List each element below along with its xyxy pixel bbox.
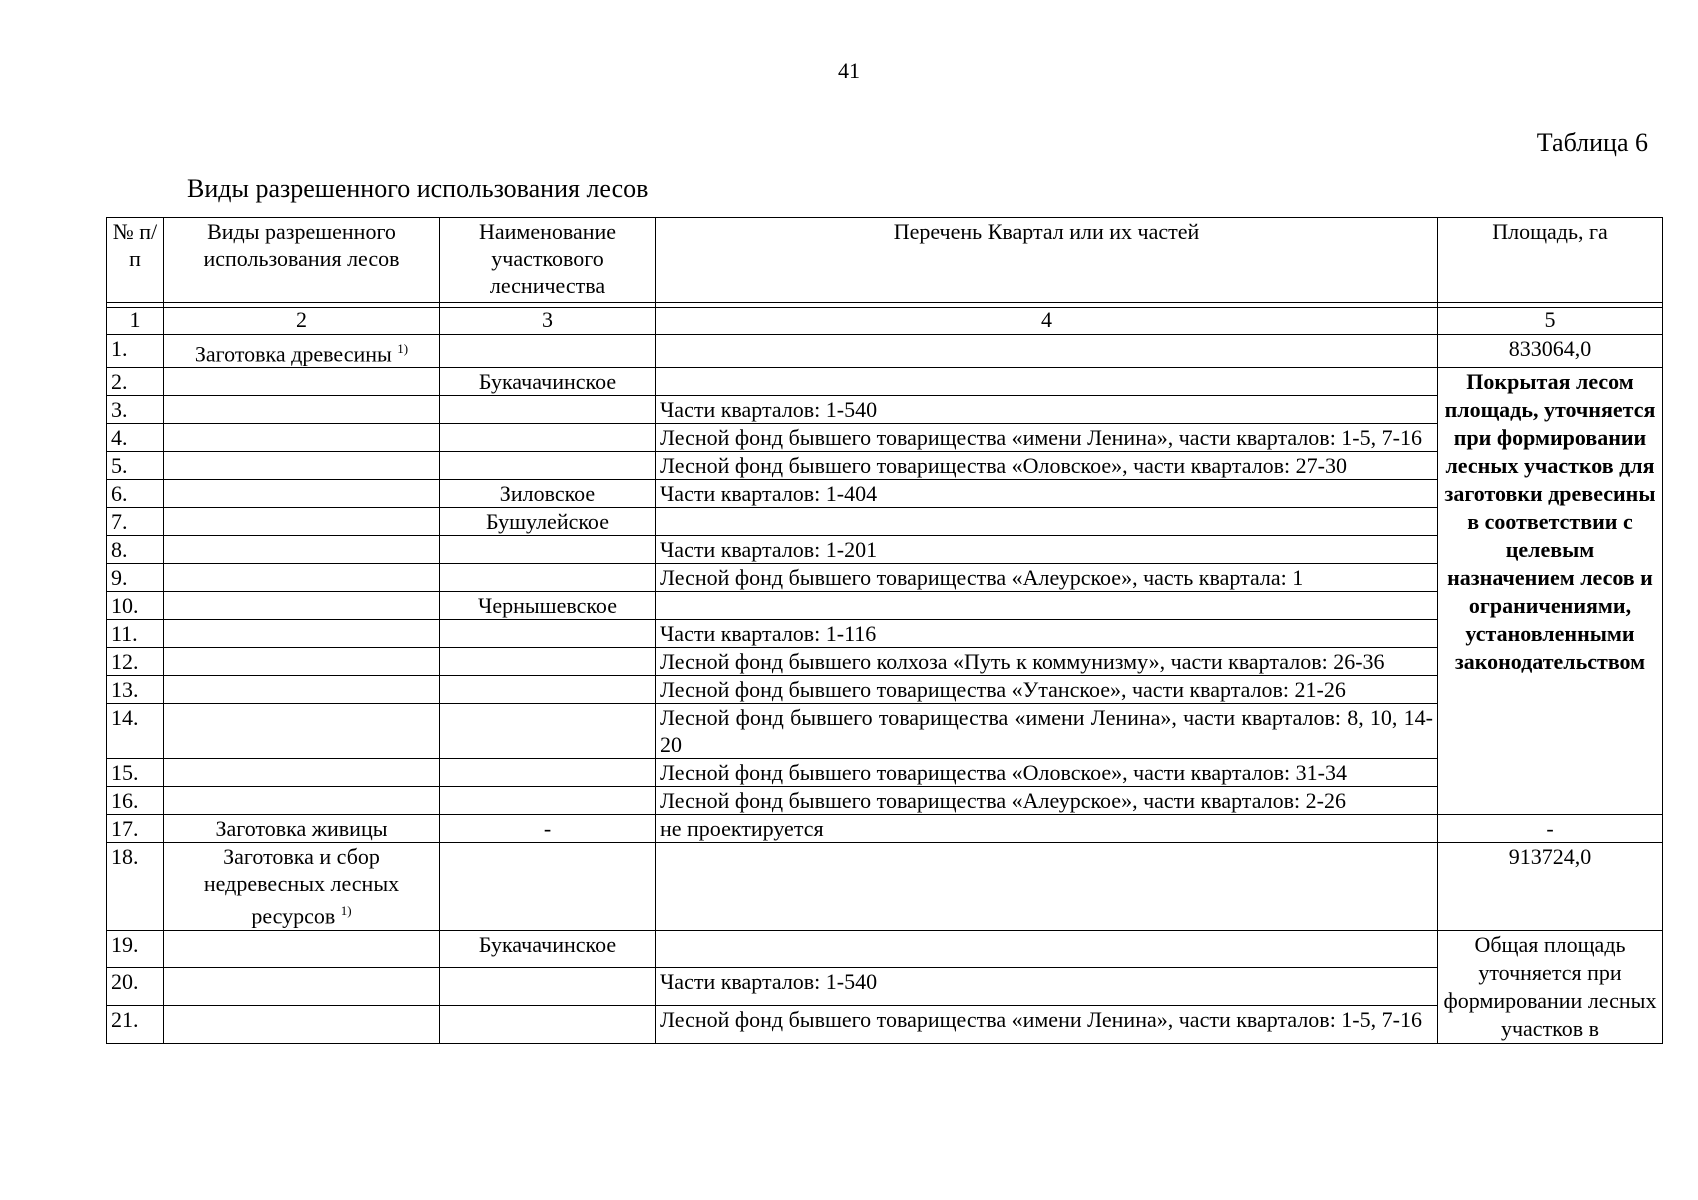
area-cell: - [1438, 815, 1663, 843]
quarter-list-cell: Лесной фонд бывшего товарищества «Алеурское», часть квартала: 1 [656, 564, 1438, 592]
quarter-list-cell: Части кварталов: 1-540 [656, 968, 1438, 1006]
use-type-cell [164, 704, 440, 759]
row-number: 19. [107, 930, 164, 968]
forestry-cell [440, 648, 656, 676]
header-quarter-list: Перечень Квартал или их частей [656, 218, 1438, 303]
forestry-cell [440, 564, 656, 592]
row-number: 16. [107, 787, 164, 815]
use-type-cell [164, 564, 440, 592]
row-number: 12. [107, 648, 164, 676]
use-type-cell [164, 620, 440, 648]
header-use-type: Виды разрешенного использования лесов [164, 218, 440, 303]
forestry-cell [440, 620, 656, 648]
document-title: Виды разрешенного использования лесов [187, 174, 649, 203]
column-number: 2 [164, 308, 440, 335]
quarter-list-cell: Лесной фонд бывшего товарищества «Алеурское», части кварталов: 2-26 [656, 787, 1438, 815]
column-number: 3 [440, 308, 656, 335]
use-type-cell [164, 536, 440, 564]
column-number: 4 [656, 308, 1438, 335]
forestry-cell [440, 843, 656, 930]
forestry-cell: Букачачинское [440, 930, 656, 968]
forestry-cell [440, 335, 656, 368]
table-row [107, 648, 1663, 676]
row-number: 10. [107, 592, 164, 620]
table-row [107, 759, 1663, 787]
row-number: 7. [107, 508, 164, 536]
row-number: 18. [107, 843, 164, 930]
quarter-list-cell: Части кварталов: 1-404 [656, 480, 1438, 508]
quarter-list-cell: Лесной фонд бывшего товарищества «имени Ленина», части кварталов: 1-5, 7-16 [656, 424, 1438, 452]
table-row [107, 843, 1663, 930]
column-number: 5 [1438, 308, 1663, 335]
forestry-cell: Бушулейское [440, 508, 656, 536]
table-row [107, 335, 1663, 368]
quarter-list-cell: не проектируется [656, 815, 1438, 843]
row-number: 17. [107, 815, 164, 843]
use-type-cell [164, 396, 440, 424]
forestry-cell [440, 424, 656, 452]
use-type-cell [164, 648, 440, 676]
column-number-row [107, 308, 1663, 335]
quarter-list-cell: Лесной фонд бывшего колхоза «Путь к коммунизму», части кварталов: 26-36 [656, 648, 1438, 676]
table-row [107, 480, 1663, 508]
quarter-list-cell: Лесной фонд бывшего товарищества «Оловское», части кварталов: 27-30 [656, 452, 1438, 480]
quarter-list-cell: Лесной фонд бывшего товарищества «имени Ленина», части кварталов: 8, 10, 14-20 [656, 704, 1438, 759]
quarter-list-cell: Лесной фонд бывшего товарищества «имени Ленина», части кварталов: 1-5, 7-16 [656, 1005, 1438, 1043]
table-row [107, 424, 1663, 452]
use-type-cell [164, 508, 440, 536]
row-number: 4. [107, 424, 164, 452]
forestry-cell: Букачачинское [440, 368, 656, 396]
use-type-cell [164, 968, 440, 1006]
quarter-list-cell [656, 335, 1438, 368]
table-row [107, 704, 1663, 759]
quarter-list-cell: Части кварталов: 1-201 [656, 536, 1438, 564]
row-number: 5. [107, 452, 164, 480]
table-row [107, 620, 1663, 648]
area-note-cell: Общая площадь уточняется при формировании лесных участков в [1438, 930, 1663, 1043]
header-area: Площадь, га [1438, 218, 1663, 303]
forestry-cell: Зиловское [440, 480, 656, 508]
table-row [107, 968, 1663, 1006]
use-type-cell [164, 480, 440, 508]
area-cell: 833064,0 [1438, 335, 1663, 368]
row-number: 9. [107, 564, 164, 592]
forestry-cell [440, 968, 656, 1006]
table-row [107, 676, 1663, 704]
forestry-cell [440, 759, 656, 787]
use-type-cell [164, 759, 440, 787]
row-number: 11. [107, 620, 164, 648]
header-number: № п/п [107, 218, 164, 303]
quarter-list-cell: Части кварталов: 1-540 [656, 396, 1438, 424]
use-type-cell [164, 676, 440, 704]
table-row [107, 452, 1663, 480]
row-number: 2. [107, 368, 164, 396]
column-number: 1 [107, 308, 164, 335]
table-row [107, 564, 1663, 592]
forestry-cell [440, 787, 656, 815]
use-type-cell [164, 592, 440, 620]
page-number: 41 [838, 58, 860, 83]
quarter-list-cell [656, 592, 1438, 620]
row-number: 13. [107, 676, 164, 704]
use-type-cell [164, 930, 440, 968]
table-row [107, 536, 1663, 564]
forestry-cell [440, 704, 656, 759]
table-row [107, 396, 1663, 424]
table-row [107, 930, 1663, 968]
quarter-list-cell: Лесной фонд бывшего товарищества «Оловское», части кварталов: 31-34 [656, 759, 1438, 787]
table-row [107, 508, 1663, 536]
row-number: 20. [107, 968, 164, 1006]
table-header-row [107, 218, 1663, 303]
forestry-cell: Чернышевское [440, 592, 656, 620]
forestry-cell [440, 396, 656, 424]
row-number: 14. [107, 704, 164, 759]
quarter-list-cell [656, 368, 1438, 396]
table-label: Таблица 6 [1536, 128, 1648, 157]
quarter-list-cell [656, 930, 1438, 968]
forestry-cell [440, 676, 656, 704]
quarter-list-cell: Лесной фонд бывшего товарищества «Утанское», части кварталов: 21-26 [656, 676, 1438, 704]
forest-use-table [106, 217, 1663, 1044]
quarter-list-cell [656, 508, 1438, 536]
use-type-cell [164, 368, 440, 396]
area-cell: 913724,0 [1438, 843, 1663, 930]
quarter-list-cell [656, 843, 1438, 930]
use-type-cell: Заготовка живицы [164, 815, 440, 843]
table-row [107, 368, 1663, 396]
use-type-cell: Заготовка древесины $^{1)}$ [164, 335, 440, 368]
use-type-cell [164, 1005, 440, 1043]
row-number: 6. [107, 480, 164, 508]
row-number: 8. [107, 536, 164, 564]
quarter-list-cell: Части кварталов: 1-116 [656, 620, 1438, 648]
row-number: 21. [107, 1005, 164, 1043]
forestry-cell [440, 536, 656, 564]
forestry-cell [440, 452, 656, 480]
area-note-cell: Покрытая лесом площадь, уточняется при формировании лесных участков для заготовки древесины в соответствии с целевым назначением лесов и ограничениями, установленными законодательством [1438, 368, 1663, 815]
forestry-cell [440, 1005, 656, 1043]
row-number: 15. [107, 759, 164, 787]
table-row [107, 1005, 1663, 1043]
forestry-cell: - [440, 815, 656, 843]
table-row [107, 787, 1663, 815]
use-type-cell: Заготовка и сбор недревесных лесных ресурсов $^{1)}$ [164, 843, 440, 930]
table-row [107, 592, 1663, 620]
header-forestry: Наименование участкового лесничества [440, 218, 656, 303]
row-number: 1. [107, 335, 164, 368]
use-type-cell [164, 787, 440, 815]
table-row [107, 815, 1663, 843]
use-type-cell [164, 424, 440, 452]
row-number: 3. [107, 396, 164, 424]
use-type-cell [164, 452, 440, 480]
